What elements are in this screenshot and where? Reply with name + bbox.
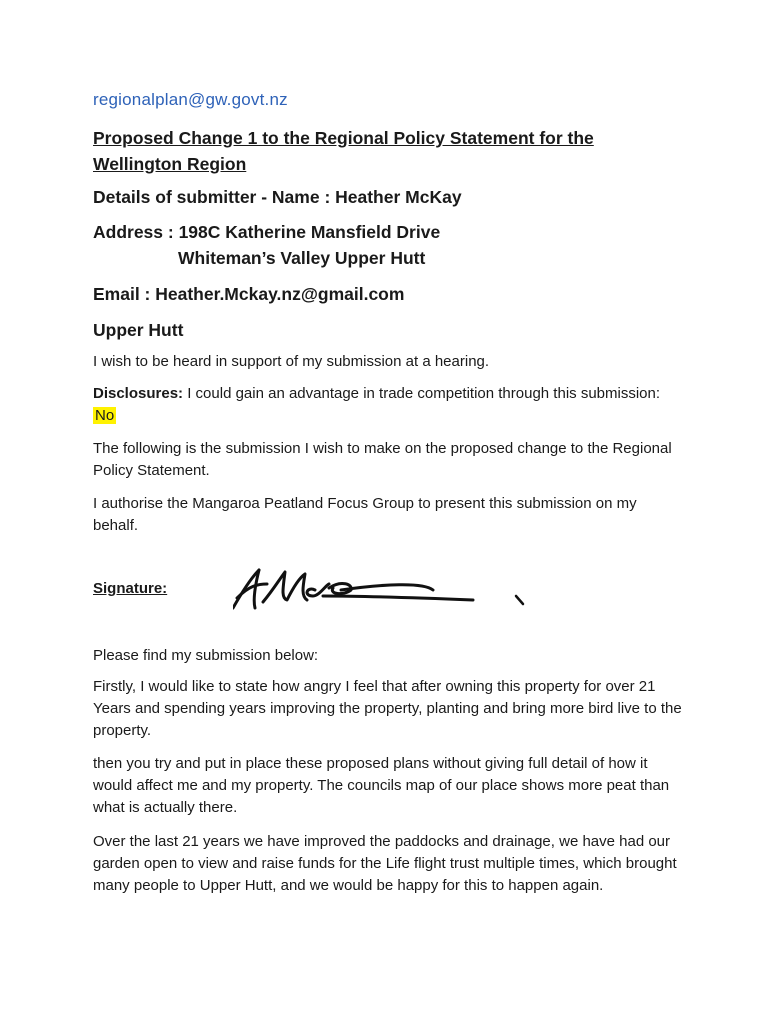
email-line: Email : Heather.Mckay.nz@gmail.com — [93, 284, 405, 304]
address-line-1: Address : 198C Katherine Mansfield Drive — [93, 222, 441, 242]
please-find: Please find my submission below: — [93, 647, 319, 664]
hearing-statement: I wish to be heard in support of my submission at a hearing. — [93, 353, 490, 370]
following-paragraph: The following is the submission I wish to make on the proposed change to the Regional Policy Statement. — [93, 440, 672, 479]
signature-image — [233, 560, 533, 620]
submission-paragraph-2: then you try and put in place these proposed plans without giving full detail of how it would affect me and my property. The councils map of our place shows more peat than what is actually there. — [93, 755, 670, 816]
disclosures-text: I could gain an advantage in trade competition through this submission: — [187, 385, 661, 402]
disclosures-paragraph — [93, 383, 683, 427]
document-title: Proposed Change 1 to the Regional Policy Statement for the Wellington Region — [93, 128, 594, 174]
disclosures-label: Disclosures: — [93, 385, 184, 402]
disclosures-answer: No — [95, 407, 115, 424]
authorise-paragraph: I authorise the Mangaroa Peatland Focus Group to present this submission on my behalf. — [93, 495, 637, 534]
address-line-2: Whiteman’s Valley Upper Hutt — [178, 248, 426, 268]
submission-paragraph-1: Firstly, I would like to state how angry I feel that after owning this property for over 21 Years and spending years improving the property, planting and bring more bird live to the property. — [93, 678, 682, 739]
signature-label: Signature: — [93, 580, 168, 597]
email-link[interactable]: regionalplan@gw.govt.nz — [93, 90, 288, 109]
submission-paragraph-3: Over the last 21 years we have improved the paddocks and drainage, we have had our garden open to view and raise funds for the Life flight trust multiple times, which brought many people to Upper Hutt, and we would be happy for this to happen again. — [93, 833, 677, 894]
town-line: Upper Hutt — [93, 320, 184, 340]
submitter-name: Details of submitter - Name : Heather McKay — [93, 187, 462, 207]
